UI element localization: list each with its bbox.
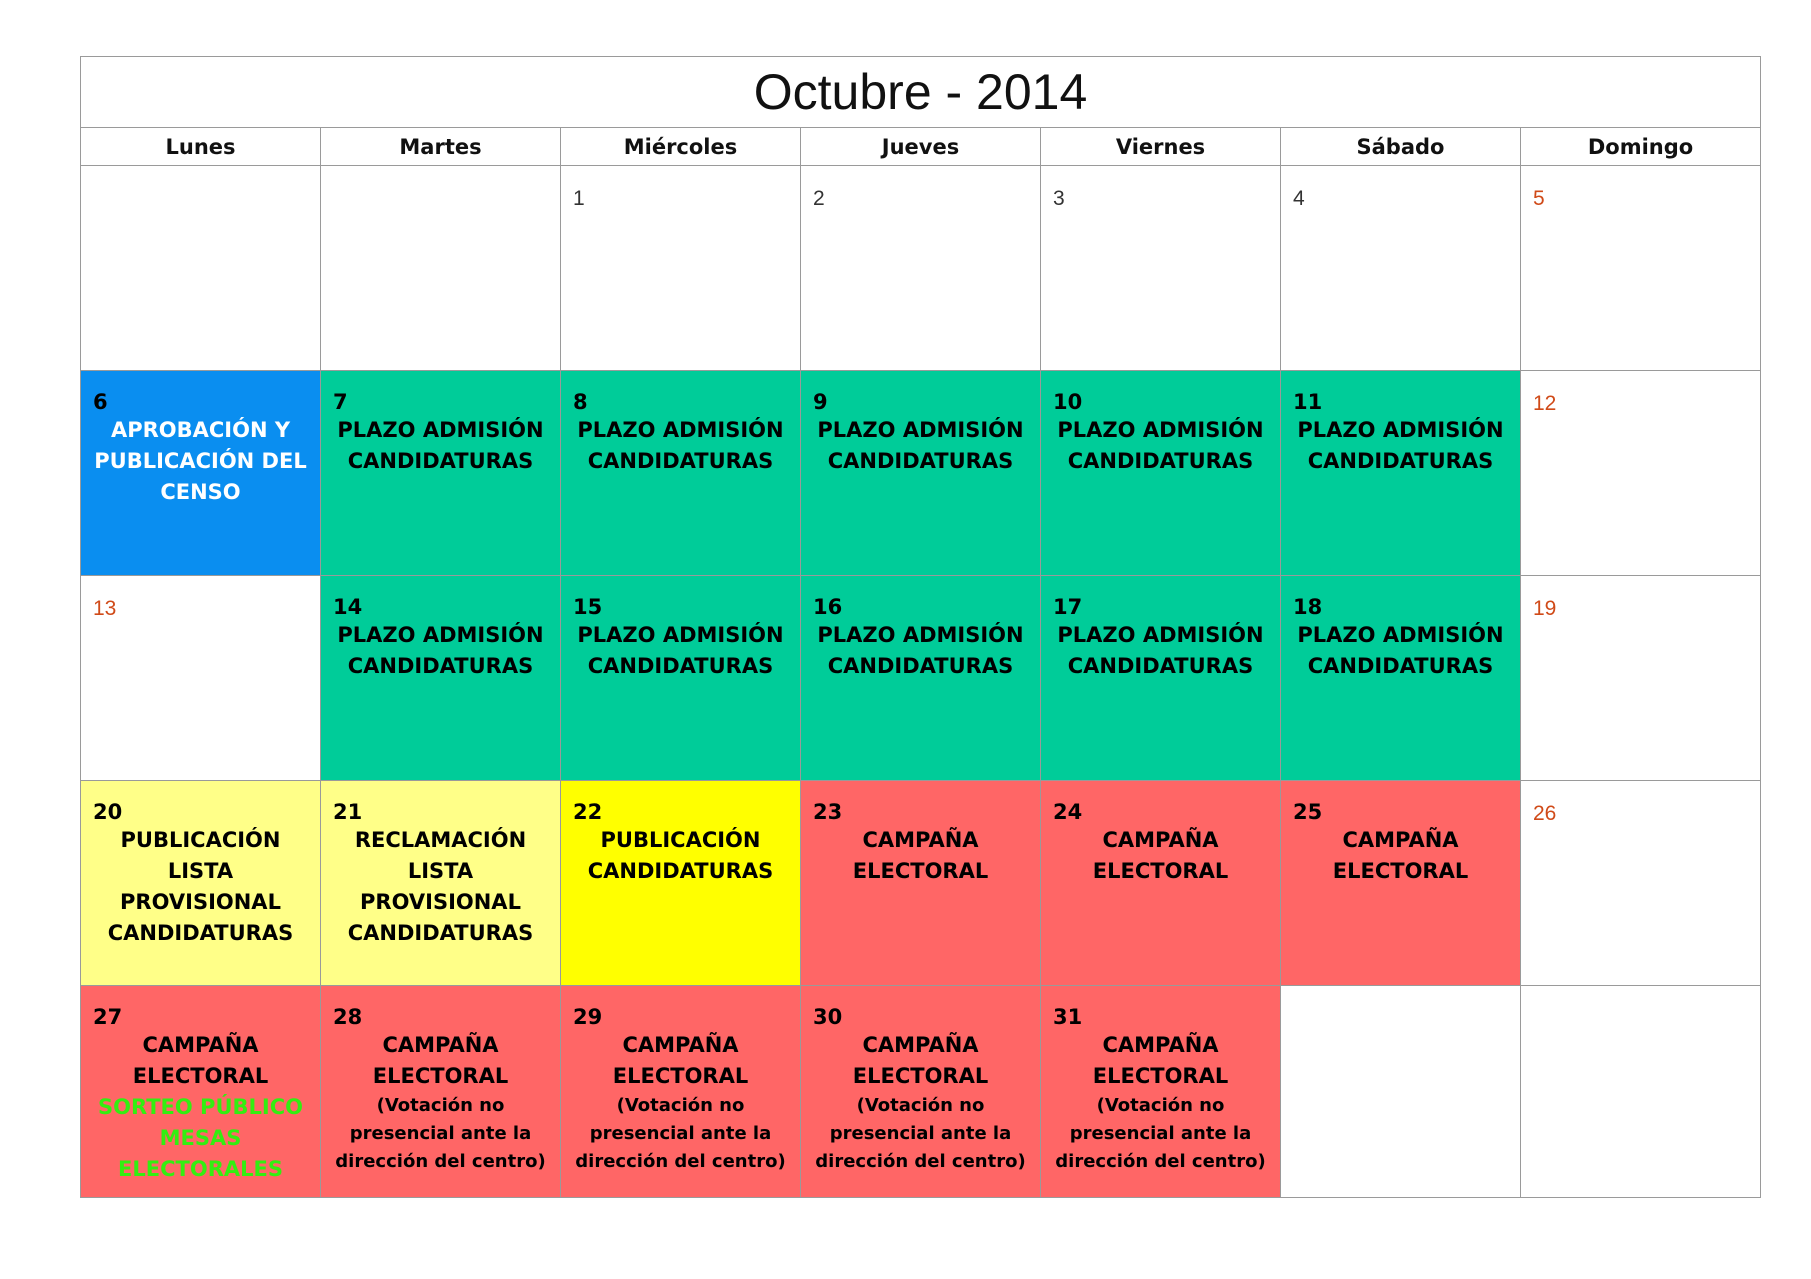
sorteo-line: SORTEO PÚBLICO <box>98 1095 303 1119</box>
event-line: CANDIDATURAS <box>347 449 534 473</box>
event-line: CANDIDATURAS <box>1067 654 1254 678</box>
day-number: 10 <box>1053 390 1083 414</box>
day-number: 2 <box>813 187 825 210</box>
event-line: APROBACIÓN Y <box>110 418 291 442</box>
day-cell-24 <box>1041 781 1281 986</box>
event-line: CANDIDATURAS <box>1307 654 1494 678</box>
day-cell-22 <box>561 781 801 986</box>
week-row <box>81 576 1761 781</box>
week-row <box>81 371 1761 576</box>
day-cell-8 <box>561 371 801 576</box>
day-number: 3 <box>1053 187 1065 210</box>
event-line: CANDIDATURAS <box>107 921 294 945</box>
note-line: dirección del centro) <box>815 1151 1026 1172</box>
event-line: ELECTORAL <box>612 1064 749 1088</box>
day-cell-21 <box>321 781 561 986</box>
header-martes: Martes <box>321 128 561 166</box>
event-line: CAMPAÑA <box>1342 828 1459 852</box>
day-cell-11 <box>1281 371 1521 576</box>
event-line: LISTA <box>407 859 474 883</box>
day-cell-empty <box>1281 986 1521 1198</box>
day-cell-26 <box>1521 781 1761 986</box>
event-line: ELECTORAL <box>1092 859 1229 883</box>
note-line: presencial ante la <box>349 1123 532 1144</box>
header-domingo: Domingo <box>1521 128 1761 166</box>
day-cell-3 <box>1041 166 1281 371</box>
event-line: RECLAMACIÓN <box>354 828 527 852</box>
note-line: dirección del centro) <box>335 1151 546 1172</box>
day-cell-2 <box>801 166 1041 371</box>
day-cell-1 <box>561 166 801 371</box>
calendar-table <box>80 56 1761 1198</box>
event-line: ELECTORAL <box>132 1064 269 1088</box>
day-number: 29 <box>573 1005 603 1029</box>
event-line: PLAZO ADMISIÓN <box>817 623 1024 647</box>
day-number: 7 <box>333 390 348 414</box>
day-cell-empty <box>1521 986 1761 1198</box>
event-line: ELECTORAL <box>852 859 989 883</box>
day-cell-18 <box>1281 576 1521 781</box>
event-line: CANDIDATURAS <box>1067 449 1254 473</box>
day-number: 22 <box>573 800 603 824</box>
event-line: ELECTORAL <box>852 1064 989 1088</box>
event-line: CANDIDATURAS <box>347 921 534 945</box>
day-number: 17 <box>1053 595 1083 619</box>
event-line: CANDIDATURAS <box>827 449 1014 473</box>
header-sabado: Sábado <box>1281 128 1521 166</box>
event-line: CAMPAÑA <box>862 1033 979 1057</box>
day-number: 19 <box>1533 597 1557 620</box>
day-cell-23 <box>801 781 1041 986</box>
day-cell-28 <box>321 986 561 1198</box>
note-line: presencial ante la <box>1069 1123 1252 1144</box>
day-cell-9 <box>801 371 1041 576</box>
event-line: PUBLICACIÓN DEL <box>94 449 307 473</box>
day-cell-19 <box>1521 576 1761 781</box>
week-row <box>81 986 1761 1198</box>
day-number: 24 <box>1053 800 1083 824</box>
day-cell-12 <box>1521 371 1761 576</box>
header-miercoles: Miércoles <box>561 128 801 166</box>
note-line: presencial ante la <box>829 1123 1012 1144</box>
note-line: (Votación no <box>856 1095 985 1116</box>
day-number: 27 <box>93 1005 123 1029</box>
event-line: PLAZO ADMISIÓN <box>1057 418 1264 442</box>
day-number: 9 <box>813 390 828 414</box>
event-line: CENSO <box>160 480 241 504</box>
event-line: ELECTORAL <box>1332 859 1469 883</box>
day-number: 11 <box>1293 390 1323 414</box>
day-number: 26 <box>1533 802 1557 825</box>
day-number: 23 <box>813 800 843 824</box>
day-cell-empty <box>81 166 321 371</box>
note-line: dirección del centro) <box>575 1151 786 1172</box>
event-line: CAMPAÑA <box>382 1033 499 1057</box>
week-row <box>81 166 1761 371</box>
event-line: PLAZO ADMISIÓN <box>817 418 1024 442</box>
event-line: ELECTORAL <box>372 1064 509 1088</box>
day-number: 4 <box>1293 187 1305 210</box>
day-cell-20 <box>81 781 321 986</box>
event-line: CAMPAÑA <box>142 1033 259 1057</box>
event-line: PLAZO ADMISIÓN <box>1297 623 1504 647</box>
day-cell-5 <box>1521 166 1761 371</box>
note-line: (Votación no <box>616 1095 745 1116</box>
sorteo-line: ELECTORALES <box>118 1157 283 1181</box>
event-line: PLAZO ADMISIÓN <box>337 418 544 442</box>
event-line: CAMPAÑA <box>1102 1033 1219 1057</box>
day-cell-16 <box>801 576 1041 781</box>
day-number: 15 <box>573 595 603 619</box>
event-line: PUBLICACIÓN <box>600 828 761 852</box>
day-cell-15 <box>561 576 801 781</box>
week-row <box>81 781 1761 986</box>
event-line: CANDIDATURAS <box>587 654 774 678</box>
day-number: 8 <box>573 390 588 414</box>
day-cell-14 <box>321 576 561 781</box>
sorteo-line: MESAS <box>159 1126 242 1150</box>
day-number: 16 <box>813 595 843 619</box>
header-jueves: Jueves <box>801 128 1041 166</box>
event-line: CANDIDATURAS <box>347 654 534 678</box>
event-line: PLAZO ADMISIÓN <box>337 623 544 647</box>
day-number: 12 <box>1533 392 1557 415</box>
day-number: 6 <box>93 390 108 414</box>
event-line: ELECTORAL <box>1092 1064 1229 1088</box>
event-line: CANDIDATURAS <box>587 449 774 473</box>
event-line: PLAZO ADMISIÓN <box>577 418 784 442</box>
day-cell-empty <box>321 166 561 371</box>
day-cell-13 <box>81 576 321 781</box>
calendar-title: Octubre - 2014 <box>81 57 1761 128</box>
day-number: 20 <box>93 800 123 824</box>
event-line: LISTA <box>167 859 234 883</box>
day-cell-31 <box>1041 986 1281 1198</box>
header-lunes: Lunes <box>81 128 321 166</box>
event-line: CANDIDATURAS <box>827 654 1014 678</box>
day-number: 1 <box>573 187 585 210</box>
day-cell-25 <box>1281 781 1521 986</box>
day-cell-30 <box>801 986 1041 1198</box>
day-cell-27 <box>81 986 321 1198</box>
event-line: PROVISIONAL <box>120 890 281 914</box>
day-number: 21 <box>333 800 363 824</box>
event-line: PLAZO ADMISIÓN <box>1057 623 1264 647</box>
event-line: CAMPAÑA <box>622 1033 739 1057</box>
day-number: 30 <box>813 1005 843 1029</box>
event-line: CAMPAÑA <box>862 828 979 852</box>
day-number: 31 <box>1053 1005 1083 1029</box>
event-line: CAMPAÑA <box>1102 828 1219 852</box>
note-line: (Votación no <box>1096 1095 1225 1116</box>
day-cell-29 <box>561 986 801 1198</box>
day-number: 25 <box>1293 800 1323 824</box>
day-number: 28 <box>333 1005 363 1029</box>
day-cell-10 <box>1041 371 1281 576</box>
day-number: 13 <box>93 597 117 620</box>
day-cell-17 <box>1041 576 1281 781</box>
note-line: (Votación no <box>376 1095 505 1116</box>
event-line: PLAZO ADMISIÓN <box>1297 418 1504 442</box>
day-number: 5 <box>1533 187 1545 210</box>
day-cell-6 <box>81 371 321 576</box>
note-line: dirección del centro) <box>1055 1151 1266 1172</box>
event-line: PUBLICACIÓN <box>120 828 281 852</box>
day-cell-7 <box>321 371 561 576</box>
day-number: 18 <box>1293 595 1323 619</box>
event-line: PLAZO ADMISIÓN <box>577 623 784 647</box>
note-line: presencial ante la <box>589 1123 772 1144</box>
event-line: CANDIDATURAS <box>1307 449 1494 473</box>
day-number: 14 <box>333 595 363 619</box>
event-line: PROVISIONAL <box>360 890 521 914</box>
day-cell-4 <box>1281 166 1521 371</box>
header-viernes: Viernes <box>1041 128 1281 166</box>
event-line: CANDIDATURAS <box>587 859 774 883</box>
